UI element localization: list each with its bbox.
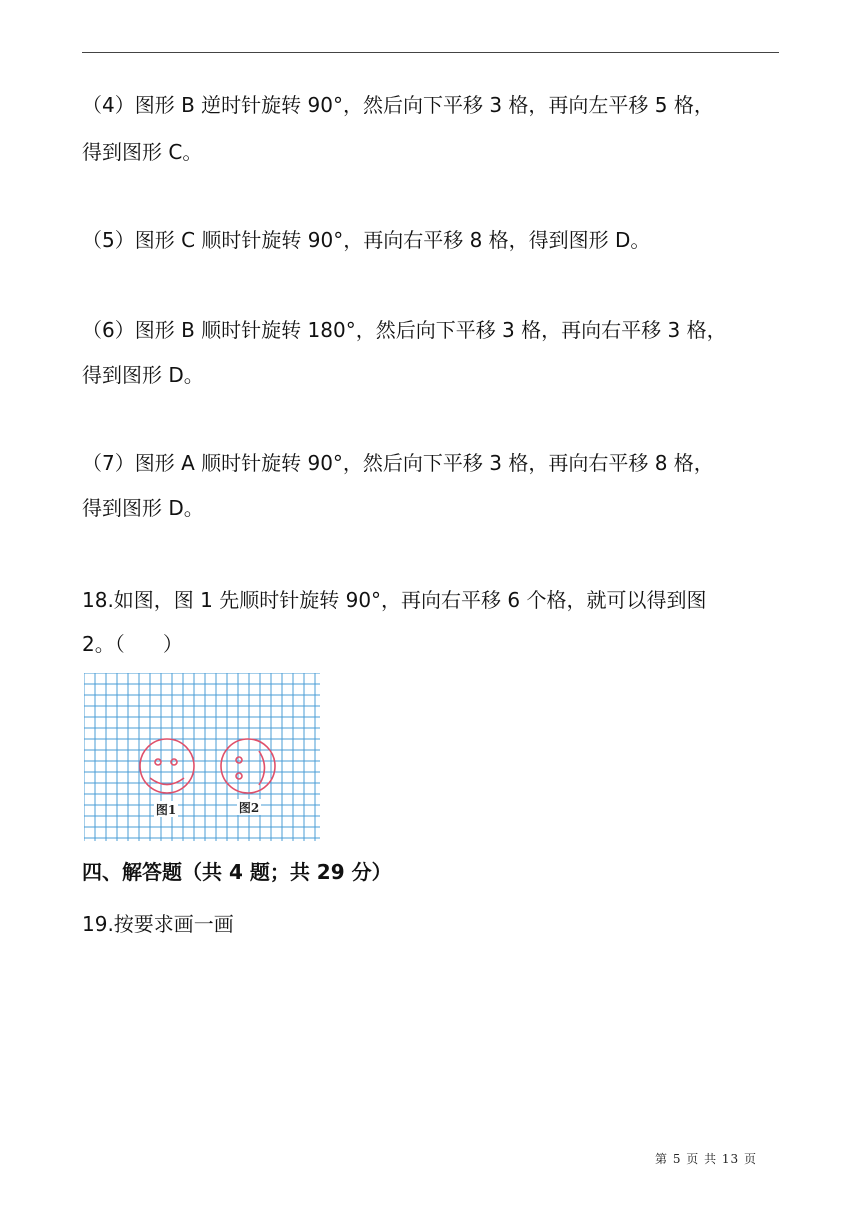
figure-label-2: 图2 [238,801,260,815]
header-rule [82,52,779,53]
question-4-line2: 得到图形 C。 [82,140,203,164]
question-18-line2: 2。（ ） [82,632,183,656]
question-19-text: 19.按要求画一画 [82,912,234,936]
question-6-line2: 得到图形 D。 [82,363,204,387]
question-18-line1: 18.如图，图 1 先顺时针旋转 90°，再向右平移 6 个格，就可以得到图 [82,588,707,612]
question-7-line2: 得到图形 D。 [82,496,204,520]
figure-label-1: 图1 [155,803,177,817]
question-6-line1: （6）图形 B 顺时针旋转 180°，然后向下平移 3 格，再向右平移 3 格， [82,318,727,342]
page-footer: 第 5 页 共 13 页 [655,1152,757,1166]
question-5-line1: （5）图形 C 顺时针旋转 90°，再向右平移 8 格，得到图形 D。 [82,228,651,252]
section-4-title: 四、解答题（共 4 题；共 29 分） [82,860,392,884]
rotation-grid-figure [84,673,320,841]
question-7-line1: （7）图形 A 顺时针旋转 90°，然后向下平移 3 格，再向右平移 8 格， [82,451,714,475]
question-4-line1: （4）图形 B 逆时针旋转 90°，然后向下平移 3 格，再向左平移 5 格， [82,93,714,117]
